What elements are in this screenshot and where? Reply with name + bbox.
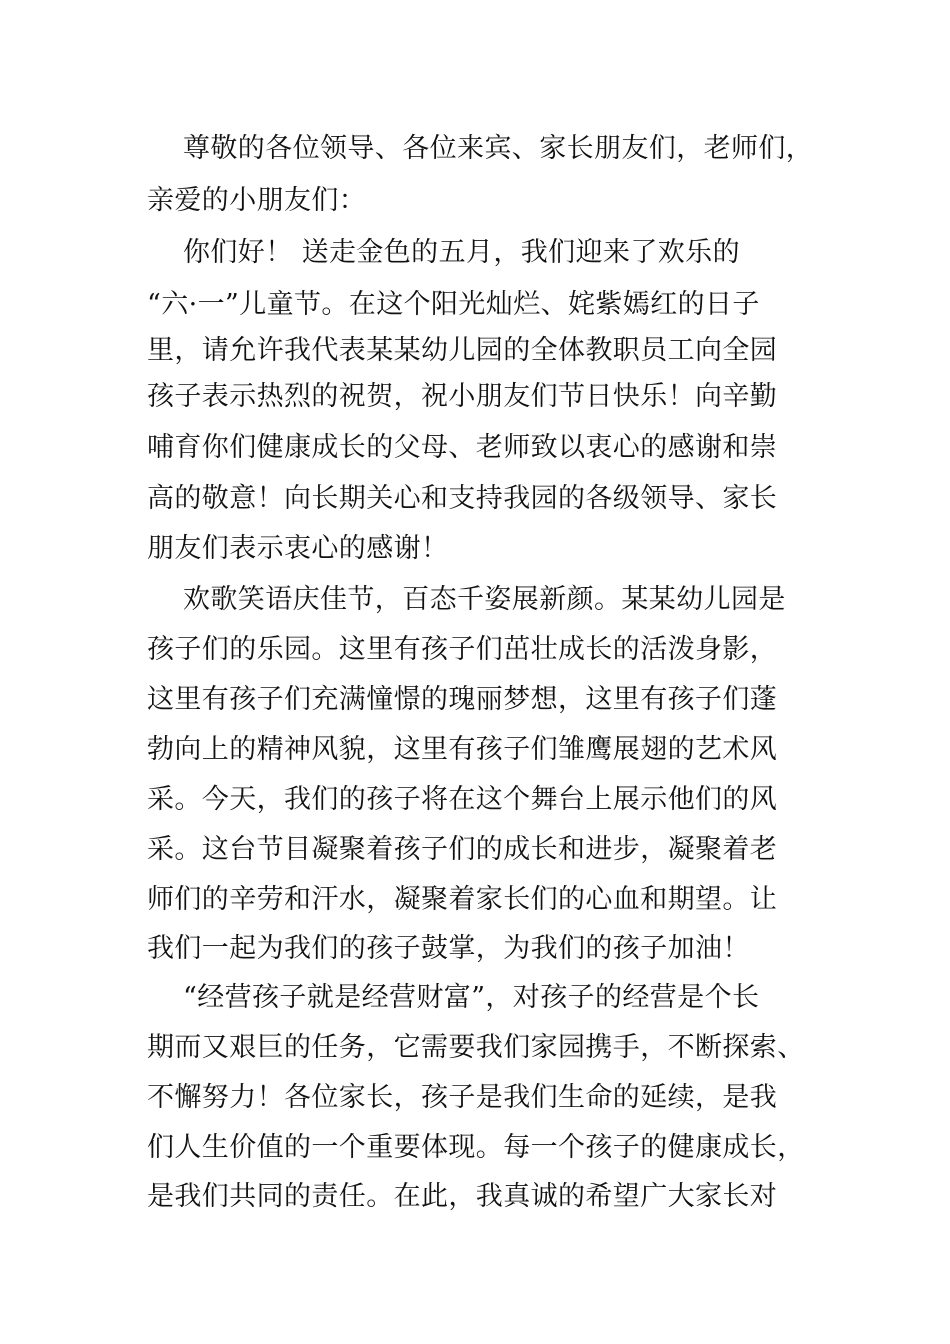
- text-line: 孩子表示热烈的祝贺，祝小朋友们节日快乐！向辛勤: [147, 381, 778, 412]
- text-line: 采。这台节目凝聚着孩子们的成长和进步，凝聚着老: [147, 834, 778, 865]
- text-line: 是我们共同的责任。在此，我真诚的希望广大家长对: [147, 1181, 778, 1212]
- text-line: 采。今天，我们的孩子将在这个舞台上展示他们的风: [147, 784, 778, 815]
- text-line: 我们一起为我们的孩子鼓掌，为我们的孩子加油！: [147, 933, 750, 964]
- text-line: 里，请允许我代表某某幼儿园的全体教职员工向全园: [147, 335, 778, 366]
- text-line: 们人生价值的一个重要体现。每一个孩子的健康成长，: [147, 1132, 805, 1163]
- text-line: 师们的辛劳和汗水，凝聚着家长们的心血和期望。让: [147, 884, 778, 915]
- text-line: 勃向上的精神风貌，这里有孩子们雏鹰展翅的艺术风: [147, 734, 778, 765]
- text-line: 尊敬的各位领导、各位来宾、家长朋友们，老师们，: [183, 133, 814, 164]
- text-line: 朋友们表示衷心的感谢！: [147, 533, 449, 564]
- text-line: 孩子们的乐园。这里有孩子们茁壮成长的活泼身影，: [147, 634, 778, 665]
- text-line: 高的敬意！向长期关心和支持我园的各级领导、家长: [147, 483, 778, 514]
- text-line: 你们好！ 送走金色的五月，我们迎来了欢乐的: [183, 237, 740, 268]
- text-line: 不懈努力！各位家长，孩子是我们生命的延续，是我: [147, 1082, 778, 1113]
- text-line: 亲爱的小朋友们：: [147, 185, 367, 216]
- text-line: “六·一”儿童节。在这个阳光灿烂、姹紫嫣红的日子: [147, 289, 760, 320]
- text-line: 这里有孩子们充满憧憬的瑰丽梦想，这里有孩子们蓬: [147, 684, 778, 715]
- text-line: 欢歌笑语庆佳节，百态千姿展新颜。某某幼儿园是: [183, 584, 786, 615]
- text-line: “经营孩子就是经营财富”，对孩子的经营是个长: [183, 982, 760, 1013]
- text-line: 哺育你们健康成长的父母、老师致以衷心的感谢和崇: [147, 432, 778, 463]
- text-line: 期而又艰巨的任务，它需要我们家园携手，不断探索、: [147, 1032, 805, 1063]
